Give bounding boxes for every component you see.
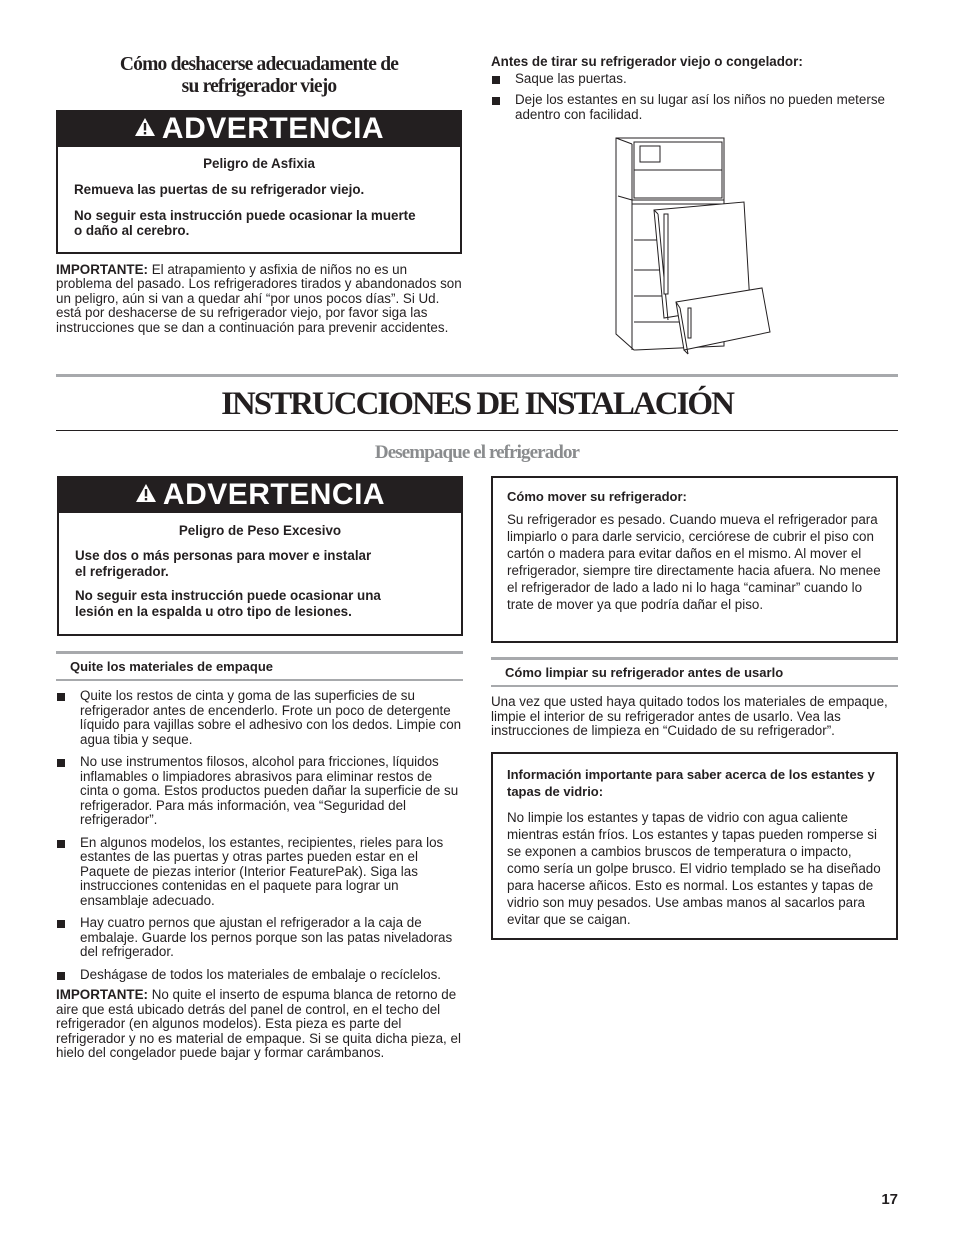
- list-item: En algunos modelos, los estantes, recipientes, rieles para los estantes de las puertas y otras partes pueden estar en el Paquete de piezas interior (Interior FeaturePak). Siga las instrucciones contenidas en el paquete para lograr un ensamblaje adecuado.: [56, 836, 464, 909]
- cleaning-top-rule: [491, 657, 898, 660]
- packing-list: [56, 689, 464, 990]
- warning-line-1a: Use dos o más personas para mover e instalar: [75, 548, 372, 563]
- warning-line-2: [75, 588, 445, 620]
- disposal-heading-line1: Cómo deshacerse adecuadamente de: [119, 54, 399, 75]
- packing-heading: Quite los materiales de empaque: [70, 659, 274, 674]
- list-item: No use instrumentos filosos, alcohol para fricciones, líquidos inflamables o limpiadores abrasivos para eliminar restos de cinta o goma. Estos productos pueden dañar la superficie de su refrigerador. Para más información, vea “Seguridad del refrigerador”.: [56, 755, 464, 828]
- list-item: Hay cuatro pernos que ajustan el refrigerador a la caja de embalaje. Guarde los pernos porque son las patas niveladoras del refrigerador.: [56, 916, 464, 960]
- moving-text: Su refrigerador es pesado. Cuando mueva el refrigerador para limpiarlo o para darle servicio, cerciórese de cubrir el piso con cartón o madera para evitar daños en el mismo. Al mover el refrigerador, siempre tire directamente hacia afuera. No menee el refrigerador de lado a lado ni lo haga “caminar” cuando lo trate de mover ya que podría dañar el piso.: [507, 511, 881, 612]
- cleaning-text: Una vez que usted haya quitado todos los materiales de empaque, limpie el interior de su refrigerador antes de usarlo. Vea las instrucciones de limpieza en “Cuidado de su refrigerador”.: [491, 694, 888, 738]
- warning-line-1b: el refrigerador.: [75, 564, 169, 579]
- warning-body: [56, 147, 462, 254]
- packing-bottom-rule: [56, 679, 463, 681]
- asphyxia-warning-box: [56, 110, 462, 254]
- cleaning-bottom-rule: [491, 685, 898, 687]
- before-disposal-heading: Antes de tirar su refrigerador viejo o congelador:: [491, 54, 803, 69]
- weight-warning-box: [57, 476, 463, 636]
- before-disposal-list: [491, 72, 901, 130]
- disposal-heading: [56, 54, 462, 98]
- moving-info-box: [491, 476, 898, 643]
- title-bottom-rule: [56, 430, 898, 431]
- warning-line-2b: o daño al cerebro.: [74, 223, 190, 238]
- warning-body: [57, 513, 463, 636]
- packing-important-paragraph: [56, 988, 464, 1061]
- warning-header: [56, 110, 462, 147]
- refrigerator-doors-removed-illustration: [612, 136, 774, 358]
- moving-heading: Cómo mover su refrigerador:: [507, 489, 687, 504]
- warning-hazard: Peligro de Peso Excesivo: [178, 523, 342, 538]
- warning-line-1: Remueva las puertas de su refrigerador viejo.: [74, 182, 365, 197]
- disposal-heading-line2: su refrigerador viejo: [181, 76, 337, 97]
- warning-label: ADVERTENCIA: [161, 112, 385, 145]
- warning-line-2a: No seguir esta instrucción puede ocasionar la muerte: [74, 208, 416, 223]
- glass-heading: Información importante para saber acerca de los estantes y tapas de vidrio:: [507, 767, 875, 799]
- warning-line-2b: lesión en la espalda u otro tipo de lesiones.: [75, 604, 352, 619]
- disposal-important-paragraph: [56, 263, 462, 335]
- glass-info-box: [491, 752, 898, 940]
- warning-line-2: [74, 208, 444, 238]
- warning-triangle-icon: [135, 475, 157, 512]
- section-title: Desempaque el refrigerador: [374, 442, 580, 463]
- important-text: No quite el inserto de espuma blanca de retorno de aire que está ubicado detrás del panel de control, en el techo del refrigerador (en algunos modelos). Esta pieza es parte del refrigerador y no es material de empaque. Si se quita dicha pieza, el hielo del congelador puede bajar y formar carámbanos.: [56, 987, 461, 1060]
- important-label: IMPORTANTE:: [56, 262, 148, 277]
- warning-header: [57, 476, 463, 513]
- list-item: Saque las puertas.: [491, 72, 901, 86]
- list-item: Quite los restos de cinta y goma de las superficies de su refrigerador antes de encenderlo. Frote un poco de detergente líquido para vajillas sobre el adhesivo con los dedos. Limpie con agua tibia y seque.: [56, 689, 464, 747]
- page-number: 17: [881, 1191, 898, 1208]
- glass-text: No limpie los estantes y tapas de vidrio con agua caliente mientras están fríos. Los estantes y tapas pueden romperse si se exponen a cambios bruscos de temperatura o impacto, como sería un golpe brusco. El vidrio templado se ha diseñado para hacerse añicos. Esto es normal. Los estantes y tapas de vidrio son muy pesados. Use ambas manos al sacarlos para evitar que se caigan.: [507, 810, 881, 927]
- cleaning-heading: Cómo limpiar su refrigerador antes de usarlo: [505, 665, 784, 680]
- list-item: Deje los estantes en su lugar así los niños no pueden meterse adentro con facilidad.: [491, 93, 901, 122]
- important-text: El atrapamiento y asfixia de niños no es un problema del pasado. Los refrigeradores tirados y abandonados son un peligro, aún si van a quedar ahí “por unos pocos días”. Si Ud. está por deshacerse de su refrigerador viejo, por favor siga las instrucciones que se dan a continuación para prevenir accidentes.: [56, 262, 462, 335]
- warning-label: ADVERTENCIA: [162, 478, 386, 511]
- main-title: INSTRUCCIONES DE INSTALACIÓN: [221, 386, 733, 422]
- warning-line-1: [75, 548, 445, 580]
- warning-line-2a: No seguir esta instrucción puede ocasionar una: [75, 588, 381, 603]
- important-label: IMPORTANTE:: [56, 987, 148, 1002]
- warning-hazard: Peligro de Asfixia: [203, 156, 315, 171]
- packing-top-rule: [56, 651, 463, 654]
- warning-triangle-icon: [134, 109, 156, 146]
- list-item: Deshágase de todos los materiales de embalaje o recíclelos.: [56, 968, 464, 983]
- title-top-rule: [56, 374, 898, 377]
